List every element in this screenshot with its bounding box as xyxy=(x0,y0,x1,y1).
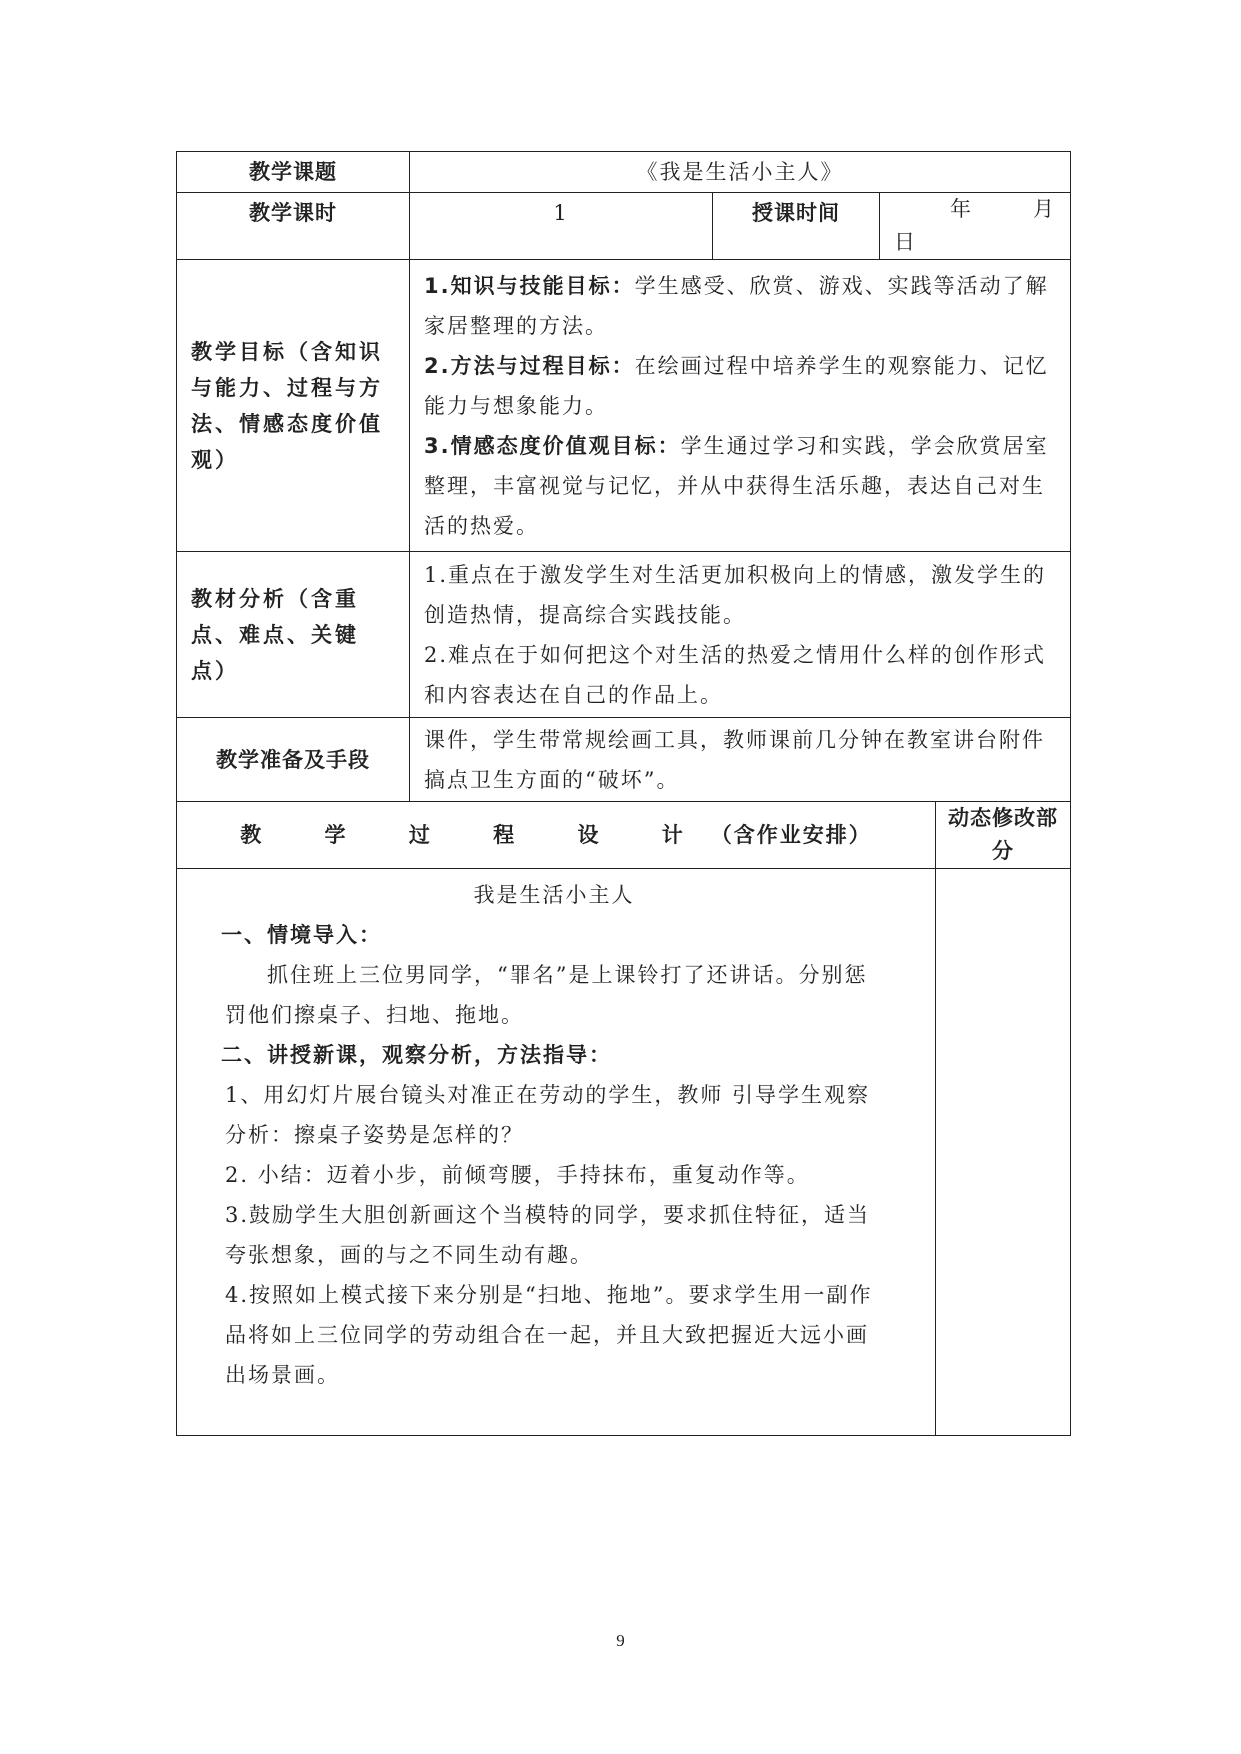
period-value: 1 xyxy=(410,193,713,260)
preparation-row xyxy=(177,718,1071,802)
topic-label: 教学课题 xyxy=(177,152,410,193)
section1-heading: 一、情境导入： xyxy=(221,923,382,947)
lesson-plan-table xyxy=(176,151,1071,1436)
period-row xyxy=(177,193,1071,260)
preparation-content: 课件，学生带常规绘画工具，教师课前几分钟在教室讲台附件搞点卫生方面的“破坏”。 xyxy=(410,718,1071,802)
time-month: 月 xyxy=(1033,197,1056,221)
objective-item: 3.情感态度价值观目标：学生通过学习和实践，学会欣赏居室整理，丰富视觉与记忆，并从中获得生活乐趣，表达自己对生活的热爱。 xyxy=(424,433,1049,538)
analysis-item: 2.难点在于如何把这个对生活的热爱之情用什么样的创作形式和内容表达在自己的作品上。 xyxy=(424,642,1047,707)
dynamic-edit-header: 动态修改部分 xyxy=(936,802,1071,869)
process-body-row xyxy=(177,869,1071,1436)
analysis-row xyxy=(177,552,1071,718)
time-year-month xyxy=(894,193,1056,226)
analysis-item: 1.重点在于激发学生对生活更加积极向上的情感，激发学生的创造热情，提高综合实践技能。 xyxy=(424,562,1047,627)
process-header-main: 教 学 过 程 设 计 xyxy=(240,823,711,847)
time-day: 日 xyxy=(894,230,917,254)
analysis-content xyxy=(410,552,1071,718)
topic-row xyxy=(177,152,1071,193)
time-value xyxy=(880,193,1071,260)
analysis-label: 教材分析（含重点、难点、关键点） xyxy=(177,552,410,718)
time-label: 授课时间 xyxy=(713,193,880,260)
topic-value: 《我是生活小主人》 xyxy=(410,152,1071,193)
process-step: 3.鼓励学生大胆创新画这个当模特的同学，要求抓住特征，适当夸张想象，画的与之不同生动有趣。 xyxy=(225,1203,871,1267)
process-step: 1、用幻灯片展台镜头对准正在劳动的学生，教师 引导学生观察分析：擦桌子姿势是怎样的？ xyxy=(225,1083,871,1147)
objectives-content xyxy=(410,260,1071,552)
section2-heading: 二、讲授新课，观察分析，方法指导： xyxy=(221,1043,612,1067)
process-step: 2. 小结：迈着小步，前倾弯腰，手持抹布，重复动作等。 xyxy=(225,1163,810,1187)
process-step: 4.按照如上模式接下来分别是“扫地、拖地”。要求学生用一副作品将如上三位同学的劳动组合在一起，并且大致把握近大远小画出场景画。 xyxy=(225,1283,873,1387)
objective-item: 2.方法与过程目标：在绘画过程中培养学生的观察能力、记忆能力与想象能力。 xyxy=(424,353,1049,418)
process-body xyxy=(177,869,936,1436)
period-label: 教学课时 xyxy=(177,193,410,260)
section1-text: 抓住班上三位男同学，“罪名”是上课铃打了还讲话。分别惩罚他们擦桌子、扫地、拖地。 xyxy=(225,963,868,1027)
dynamic-edit-cell xyxy=(936,869,1071,1436)
process-header xyxy=(177,802,936,869)
objective-item: 1.知识与技能目标：学生感受、欣赏、游戏、实践等活动了解家居整理的方法。 xyxy=(424,273,1049,338)
page-number: 9 xyxy=(616,1631,625,1650)
preparation-label: 教学准备及手段 xyxy=(177,718,410,802)
objectives-row xyxy=(177,260,1071,552)
process-header-note: （含作业安排） xyxy=(710,823,872,847)
objectives-label: 教学目标（含知识与能力、过程与方法、情感态度价值观） xyxy=(177,260,410,552)
plan-title: 我是生活小主人 xyxy=(473,883,635,907)
process-header-row xyxy=(177,802,1071,869)
time-year: 年 xyxy=(950,197,973,221)
